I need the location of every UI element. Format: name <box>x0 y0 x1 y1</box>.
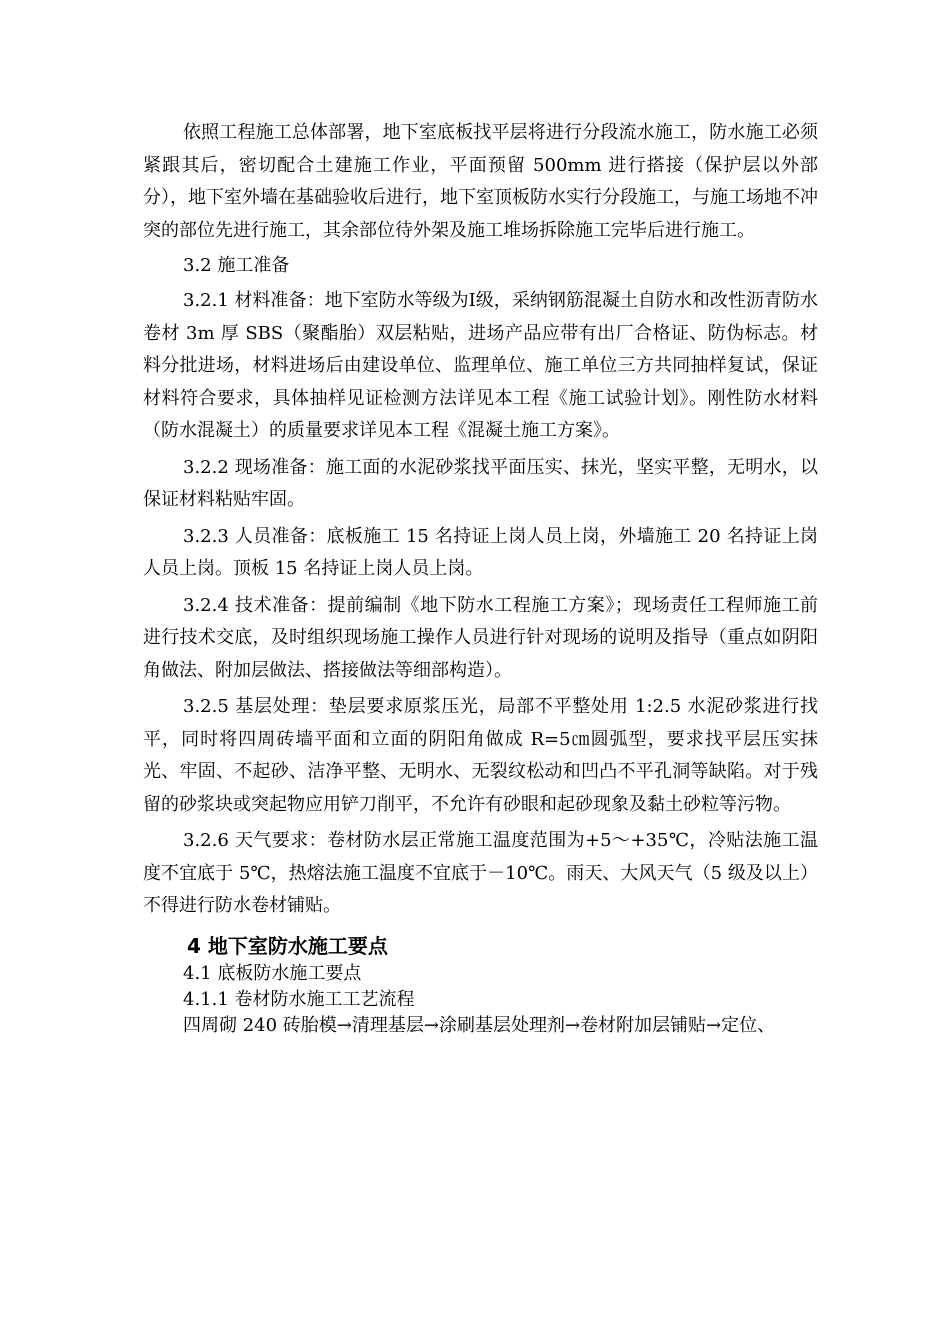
process-flow-text: 四周砌 240 砖胎模→清理基层→涂刷基层处理剂→卷材附加层铺贴→定位、 <box>183 1014 776 1036</box>
paragraph-3-2-1: 3.2.1 材料准备：地下室防水等级为Ⅰ级，采纳钢筋混凝土自防水和改性沥青防水卷材 3m 厚 SBS（聚酯胎）双层粘贴，进场产品应带有出厂合格证、防伪标志。材料分批进场，材料进场后由建设单位、监理单位、施工单位三方共同抽样复试，保证材料符合要求，具体抽样见证检测方法详见本工程《施工试验计划》。刚性防水材料（防水混凝土）的质量要求详见本工程《混凝土施工方案》。 <box>143 290 818 441</box>
subsection-heading-4-1: 4.1 底板防水施工要点 <box>183 962 362 984</box>
paragraph-construction-sequence: 依照工程施工总体部署，地下室底板找平层将进行分段流水施工，防水施工必须紧跟其后，密切配合土建施工作业，平面预留 500mm 进行搭接（保护层以外部分），地下室外墙在基础验收后进行，地下室顶板防水实行分段施工，与施工场地不冲突的部位先进行施工，其余部位待外架及施工堆场拆除施工完毕后进行施工。 <box>143 122 818 241</box>
paragraph-3-2-4: 3.2.4 技术准备：提前编制《地下防水工程施工方案》；现场责任工程师施工前进行技术交底，及时组织现场施工操作人员进行针对现场的说明及指导（重点如阴阳角做法、附加层做法、搭接做法等细部构造）。 <box>143 594 818 681</box>
paragraph-3-2-3: 3.2.3 人员准备：底板施工 15 名持证上岗人员上岗，外墙施工 20 名持证上岗人员上岗。顶板 15 名持证上岗人员上岗。 <box>143 525 818 579</box>
paragraph-3-2-5: 3.2.5 基层处理：垫层要求原浆压光，局部不平整处用 1:2.5 水泥砂浆进行找平，同时将四周砖墙平面和立面的阴阳角做成 R=5㎝圆弧型，要求找平层压实抹光、牢固、不起砂、洁净平整、无明水、无裂纹松动和凹凸不平孔洞等缺陷。对于残留的砂浆块或突起物应用铲刀削平，不允许有砂眼和起砂现象及黏土砂粒等污物。 <box>143 696 818 815</box>
paragraph-3-2-2: 3.2.2 现场准备：施工面的水泥砂浆找平面压实、抹光，坚实平整，无明水，以保证材料粘贴牢固。 <box>143 456 818 510</box>
section-heading-3-2: 3.2 施工准备 <box>183 255 290 276</box>
subsection-heading-4-1-1: 4.1.1 卷材防水施工工艺流程 <box>183 988 415 1010</box>
section-heading-4: 4 地下室防水施工要点 <box>187 933 388 958</box>
document-body <box>143 117 818 1039</box>
paragraph-3-2-6: 3.2.6 天气要求：卷材防水层正常施工温度范围为+5～+35℃，冷贴法施工温度不宜底于 5℃，热熔法施工温度不宜底于－10℃。雨天、大风天气（5 级及以上）不得进行防水卷材铺贴。 <box>143 830 818 916</box>
